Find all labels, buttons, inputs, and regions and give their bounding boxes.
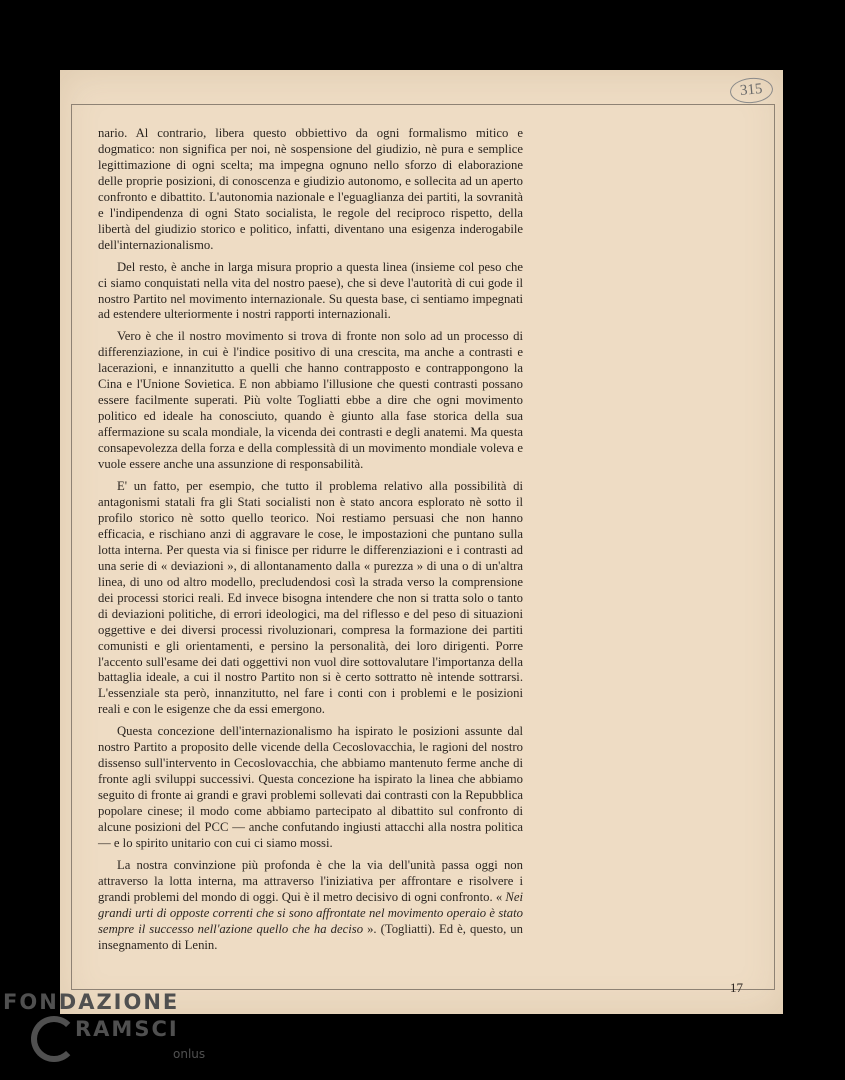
document-page — [60, 70, 783, 1014]
paragraph — [98, 724, 523, 852]
paragraph-text: Questa concezione dell'internazionalismo ha ispirato le posizioni assunte dal nostro Partito a proposito delle vicende della Cecoslovacchia, le ragioni del nostro dissenso sull'intervento in Cecoslovacchia, che abbiamo mantenuto ferme anche di fronte agli sviluppi successivi. Questa concezione ha ispirato la linea che abbiamo seguito di fronte ai grandi e gravi problemi sollevati dai contrasti con la Repubblica popolare cinese; il modo come abbiamo partecipato al dibattito sul confronto di alcune posizioni del PCC — anche confutando ingiusti attacchi alla nostra politica — e lo spirito unitario con cui ci siamo mossi. — [98, 724, 523, 850]
paragraph-text: Del resto, è anche in larga misura proprio a questa linea (insieme col peso che ci siamo conquistati nella vita del nostro paese), che si deve l'autorità di cui gode il nostro Partito nel movimento internazionale. Su questa base, ci sentiamo impegnati ad estendere ulteriormente i nostri rapporti internazionali. — [98, 259, 523, 322]
page-number: 17 — [730, 980, 743, 995]
body-text — [98, 126, 523, 960]
paragraph — [98, 329, 523, 473]
paragraph — [98, 126, 523, 254]
paragraph — [98, 858, 523, 954]
paragraph-text: ». (Togliatti). Ed è, questo, un insegnamento di Lenin. — [98, 921, 523, 952]
watermark-line1: FONDAZIONE — [3, 990, 180, 1014]
watermark-line3: onlus — [173, 1047, 206, 1061]
paragraph — [98, 479, 523, 718]
g-logo-icon — [31, 1016, 77, 1062]
paragraph-text: La nostra convinzione più profonda è che la via dell'unità passa oggi non attraverso la lotta interna, ma attraverso l'iniziativa per affrontare e risolvere i grandi problemi del mondo di oggi. Qui è il metro decisivo di ogni confronto. « — [98, 857, 523, 904]
paragraph-text: nario. Al contrario, libera questo obbiettivo da ogni formalismo mitico e dogmatico: non significa per noi, nè sospensione del giudizio, nè pura e semplice legittimazione di ogni scelta; ma impegna ognuno nello sforzo di elaborazione delle proprie posizioni, di conoscenza e giudizio autonomo, e sollecita ad un aperto confronto e dibattito. L'autonomia nazionale e l'eguaglianza dei partiti, la sovranità e l'indipendenza di ogni Stato socialista, le regole del reciproco rispetto, della libertà del giudizio storico e politico, infatti, diventano una esigenza inderogabile dell'internazionalismo. — [98, 126, 523, 252]
paragraph — [98, 260, 523, 324]
paragraph-text: Vero è che il nostro movimento si trova di fronte non solo ad un processo di differenziazione, in cui è l'indice positivo di una crescita, ma anche a contrasti e lacerazioni, e innanzitutto a quelli che hanno contrapposto e contrappongono la Cina e l'Unione Sovietica. E non abbiamo l'illusione che questi contrasti possano essere facilmente superati. Più volte Togliatti ebbe a dire che ogni movimento politico ed ideale ha conosciuto, quando è giunto alla fase storica della sua affermazione su scala mondiale, la vicenda dei contrasti e degli anatemi. Ma questa consapevolezza della forza e della complessità di un movimento mondiale voleva e vuole essere anche una assunzione di responsabilità. — [98, 329, 523, 472]
watermark-line2: RAMSCI — [75, 1017, 179, 1041]
paragraph-text: E' un fatto, per esempio, che tutto il problema relativo alla possibilità di antagonismi statali fra gli Stati socialisti non è stato ancora esplorato nè sotto il profilo storico nè sotto quello teorico. Noi restiamo persuasi che non hanno efficacia, e rischiano anzi di aggravare le cose, le impostazioni che puntano sulla lotta interna. Per questa via si finisce per ridurre le differenziazioni e i contrasti ad una serie di « deviazioni », di allontanamento dalla « purezza » di una o di un'altra linea, di uno od altro modello, precludendosi così la strada verso la comprensione dei processi storici reali. Ed invece bisogna intendere che non si tratta solo o tanto di deviazioni politiche, di errori ideologici, ma del riflesso e del peso di situazioni oggettive e dei diversi processi rivoluzionari, compresa la formazione dei partiti comunisti e gli orientamenti, e persino la personalità, dei loro dirigenti. Porre l'accento sull'esame dei dati oggettivi non vuol dire sottovalutare l'importanza della battaglia ideale, a cui il nostro Partito non si è certo sottratto nè intende sottrarsi. L'essenziale sta però, innanzitutto, nel fare i conti con i problemi e le posizioni reali e con le esigenze che da essi emergono. — [98, 479, 523, 717]
fondazione-gramsci-logo — [3, 990, 213, 1075]
folio-number: 315 — [729, 76, 774, 105]
quote-text: Nei grandi urti di opposte correnti che si sono affrontate nel movimento operaio è stato sempre il successo nell'azione quello che ha deciso — [98, 889, 523, 936]
